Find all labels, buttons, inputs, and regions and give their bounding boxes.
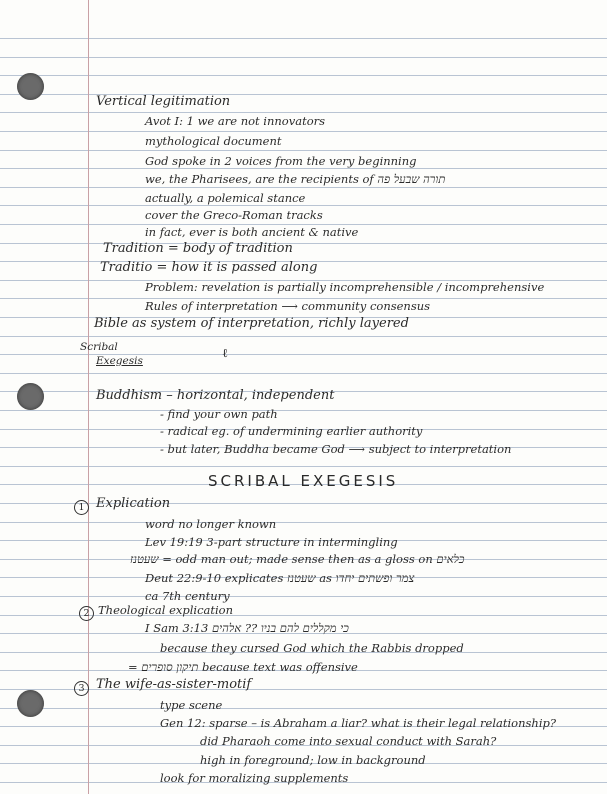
ruled-line xyxy=(0,410,607,411)
binder-hole-middle xyxy=(17,383,44,410)
note-line: - radical eg. of undermining earlier authority xyxy=(160,424,423,438)
ruled-line xyxy=(0,94,607,95)
ruled-line xyxy=(0,373,607,374)
ruled-line xyxy=(0,150,607,151)
ruled-line xyxy=(0,522,607,523)
ruled-line xyxy=(0,38,607,39)
margin-line xyxy=(88,0,89,794)
note-line: Rules of interpretation ⟶ community consensus xyxy=(145,299,431,313)
margin-note-exegesis: Exegesis xyxy=(96,355,143,367)
section-number-1: 1 xyxy=(74,500,89,515)
note-line: high in foreground; low in background xyxy=(200,753,426,767)
ruled-line xyxy=(0,131,607,132)
ruled-line xyxy=(0,243,607,244)
note-line: in fact, ever is both ancient & native xyxy=(145,225,359,239)
note-line: did Pharaoh come into sexual conduct with Sarah? xyxy=(200,734,497,748)
note-line: שעטנז = odd man out; made sense then as a gloss on כלאים xyxy=(130,552,465,566)
note-line: actually, a polemical stance xyxy=(145,191,306,205)
ruled-line xyxy=(0,708,607,709)
ruled-line xyxy=(0,336,607,337)
ruled-line xyxy=(0,466,607,467)
ruled-line xyxy=(0,187,607,188)
note-line: look for moralizing supplements xyxy=(160,771,349,785)
note-line: Problem: revelation is partially incomprehensible / incomprehensive xyxy=(145,280,545,294)
note-line: we, the Pharisees, are the recipients of תורה שבעל פה xyxy=(145,172,446,186)
checkmark-icon: ℓ xyxy=(222,346,228,360)
ruled-line xyxy=(0,596,607,597)
note-line: - but later, Buddha became God ⟶ subject to interpretation xyxy=(160,442,512,456)
margin-note-scribal: Scribal xyxy=(80,341,118,353)
ruled-line xyxy=(0,689,607,690)
note-line: mythological document xyxy=(145,134,282,148)
ruled-line xyxy=(0,112,607,113)
note-line: Tradition = body of tradition xyxy=(103,241,293,256)
ruled-line xyxy=(0,75,607,76)
note-line: type scene xyxy=(160,698,223,712)
ruled-line xyxy=(0,503,607,504)
note-line: Avot I: 1 we are not innovators xyxy=(145,114,326,128)
binder-hole-bottom xyxy=(17,690,44,717)
binder-hole-top xyxy=(17,73,44,100)
note-line: Lev 19:19 3-part structure in intermingling xyxy=(145,535,398,549)
note-line: word no longer known xyxy=(145,517,277,531)
note-line: God spoke in 2 voices from the very beginning xyxy=(145,154,417,168)
note-line: because they cursed God which the Rabbis dropped xyxy=(160,641,464,655)
heading-buddhism: Buddhism – horizontal, independent xyxy=(96,388,335,403)
note-line: Deut 22:9-10 explicates שעטנז as צמר ופשתים יחדו xyxy=(145,571,415,585)
section-number-3: 3 xyxy=(74,681,89,696)
section-heading-wife-sister: The wife-as-sister-motif xyxy=(96,677,252,692)
note-line: - find your own path xyxy=(160,407,278,421)
section-number-2: 2 xyxy=(79,606,94,621)
note-line: cover the Greco-Roman tracks xyxy=(145,208,323,222)
section-title: SCRIBAL EXEGESIS xyxy=(208,472,399,490)
heading-vertical-legitimation: Vertical legitimation xyxy=(96,94,231,109)
ruled-line xyxy=(0,168,607,169)
note-line: Bible as system of interpretation, richly layered xyxy=(94,316,409,331)
section-heading-theological: Theological explication xyxy=(98,603,234,617)
ruled-line xyxy=(0,205,607,206)
ruled-line xyxy=(0,57,607,58)
section-heading-explication: Explication xyxy=(96,496,171,511)
note-line: Traditio = how it is passed along xyxy=(100,260,318,275)
ruled-line xyxy=(0,354,607,355)
note-line: I Sam 3:13 כי מקללים להם בניו ?? אלהים xyxy=(145,621,349,635)
note-line: ca 7th century xyxy=(145,589,230,603)
note-line: = תיקון סופרים because text was offensive xyxy=(128,660,358,674)
note-line: Gen 12: sparse – is Abraham a liar? what is their legal relationship? xyxy=(160,716,557,730)
